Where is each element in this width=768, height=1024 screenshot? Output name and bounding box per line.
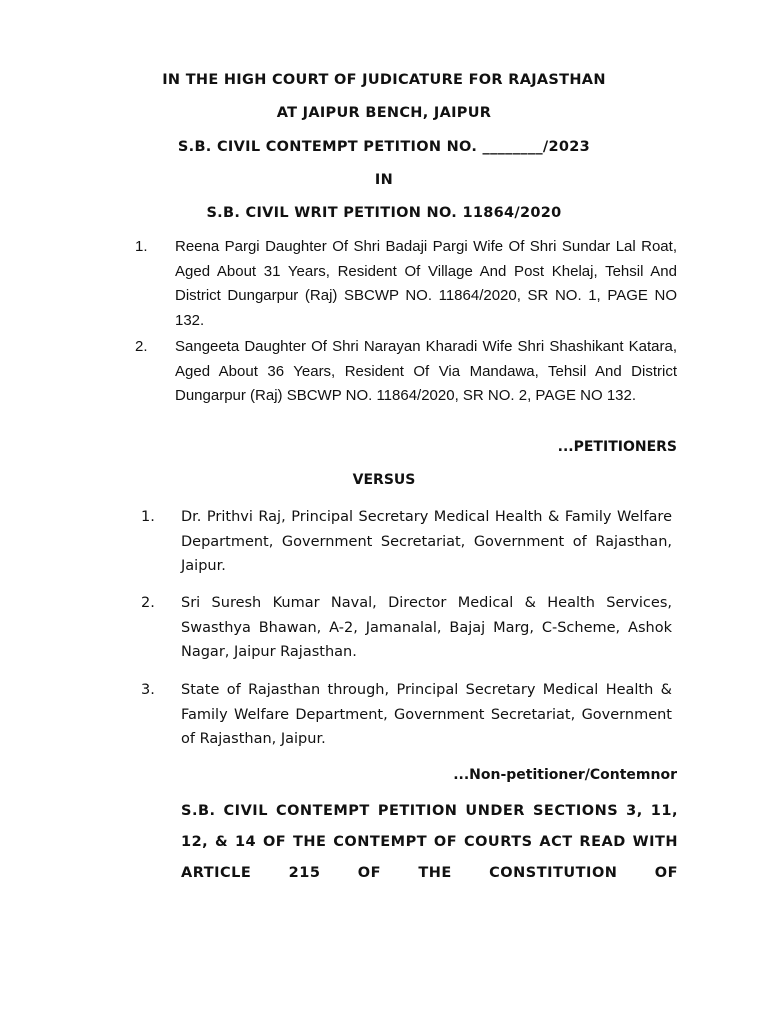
respondent-text: State of Rajasthan through, Principal Secretary Medical Health & Family Welfare Department, Government Secretariat, Government of Rajasthan, Jaipur. [181,682,672,747]
respondent-text: Sri Suresh Kumar Naval, Director Medical & Health Services, Swasthya Bhawan, A-2, Jamanalal, Bajaj Marg, C-Scheme, Ashok Nagar, Jaipur Rajasthan. [181,595,672,660]
respondents-label: ...Non-petitioner/Contemnor [453,767,677,783]
petitioner-number: 2. [135,338,148,355]
petition-subject: S.B. CIVIL CONTEMPT PETITION UNDER SECTIONS 3, 11, 12, & 14 OF THE CONTEMPT OF COURTS ACT READ WITH ARTICLE 215 OF THE CONSTITUTION OF [181,803,678,881]
bench-heading: AT JAIPUR BENCH, JAIPUR [276,105,492,121]
respondent-number: 2. [141,595,155,611]
petitioner-text: Reena Pargi Daughter Of Shri Badaji Pargi Wife Of Shri Sundar Lal Roat, Aged About 31 Years, Resident Of Village And Post Khelaj, Tehsil And District Dungarpur (Raj) SBCWP NO. 11864/2020, SR NO. 1, PAGE NO 132. [175,238,677,329]
writ-petition-heading: S.B. CIVIL WRIT PETITION NO. 11864/2020 [206,205,562,221]
petitioners-label: ...PETITIONERS [557,439,677,455]
respondent-number: 1. [141,509,155,525]
contempt-petition-heading: S.B. CIVIL CONTEMPT PETITION NO. ________/2023 [177,139,591,155]
respondent-number: 3. [141,682,155,698]
petitioner-text: Sangeeta Daughter Of Shri Narayan Kharadi Wife Shri Shashikant Katara, Aged About 36 Years, Resident Of Via Mandawa, Tehsil And District Dungarpur (Raj) SBCWP NO. 11864/2020, SR NO. 2, PAGE NO 132. [175,338,677,404]
respondent-text: Dr. Prithvi Raj, Principal Secretary Medical Health & Family Welfare Department, Government Secretariat, Government of Rajasthan, Jaipur. [181,509,672,574]
petitioner-number: 1. [135,238,148,255]
versus-label: VERSUS [352,472,416,488]
court-name-heading: IN THE HIGH COURT OF JUDICATURE FOR RAJASTHAN [162,72,606,88]
in-heading: IN [374,172,394,188]
